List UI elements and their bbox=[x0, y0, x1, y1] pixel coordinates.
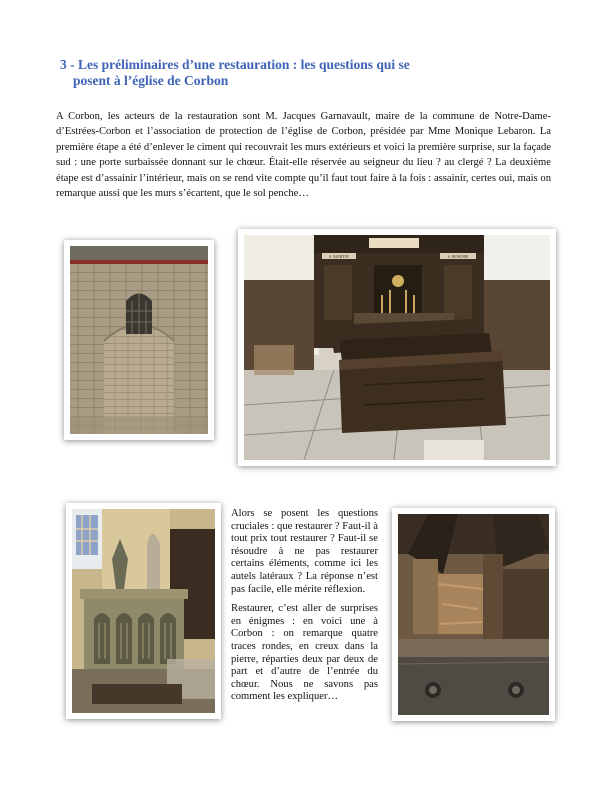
exterior-wall-image bbox=[70, 246, 208, 434]
sign-left-text: S. MARTIN bbox=[329, 254, 349, 259]
photo-choir-interior bbox=[238, 229, 556, 466]
side-altar-image bbox=[72, 509, 215, 713]
intro-paragraph: A Corbon, les acteurs de la restauration sont M. Jacques Garnavault, maire de la commune de Notre-Dame-d’Estrées-Corbon et l’association de protection de l’église de Corbon, présidée par Mme Monique Lebaron. La première étape a été d’enlever le ciment qui recouvrait les murs extérieurs et voici la première surprise, sur la façade sud : une porte surbaissée donnant sur le chœur. Était-elle réservée au seigneur du lieu ? au clergé ? La deuxième étape est d’assainir l’intérieur, mais on se rend vite compte qu’il faut tout faire à la fois : assainir, certes oui, mais on remarque aussi que les murs s’écartent, que le sol penche… bbox=[56, 111, 551, 200]
heading-line-2: posent à l’église de Corbon bbox=[73, 73, 229, 88]
sign-right-text: S. HONORE bbox=[447, 254, 469, 259]
heading-line-1: 3 - Les préliminaires d’une restauration : les questions qui se bbox=[60, 57, 410, 72]
photo-choir-floor bbox=[392, 508, 555, 721]
side-text-column bbox=[231, 508, 378, 711]
side-paragraph-2: Restaurer, c’est aller de surprises en énigmes : en voici une à Corbon : on remarque quatre traces rondes, en creux dans la pierre, réparties deux par deux de part et d’autre de l’entrée du chœur. Nous ne savons pas comment les expliquer… bbox=[231, 603, 378, 703]
choir-interior-image bbox=[244, 235, 550, 460]
section-heading bbox=[60, 57, 530, 89]
photo-exterior-wall bbox=[64, 240, 214, 440]
photo-side-altar bbox=[66, 503, 221, 719]
choir-floor-image bbox=[398, 514, 549, 715]
side-paragraph-1: Alors se posent les questions cruciales : que restaurer ? Faut-il à tout prix tout restaurer ? Faut-il se résoudre à ne pas restaurer certains éléments, comme ici les autels latéraux ? La réponse n’est pas facile, elle mérite réflexion. bbox=[231, 508, 378, 595]
